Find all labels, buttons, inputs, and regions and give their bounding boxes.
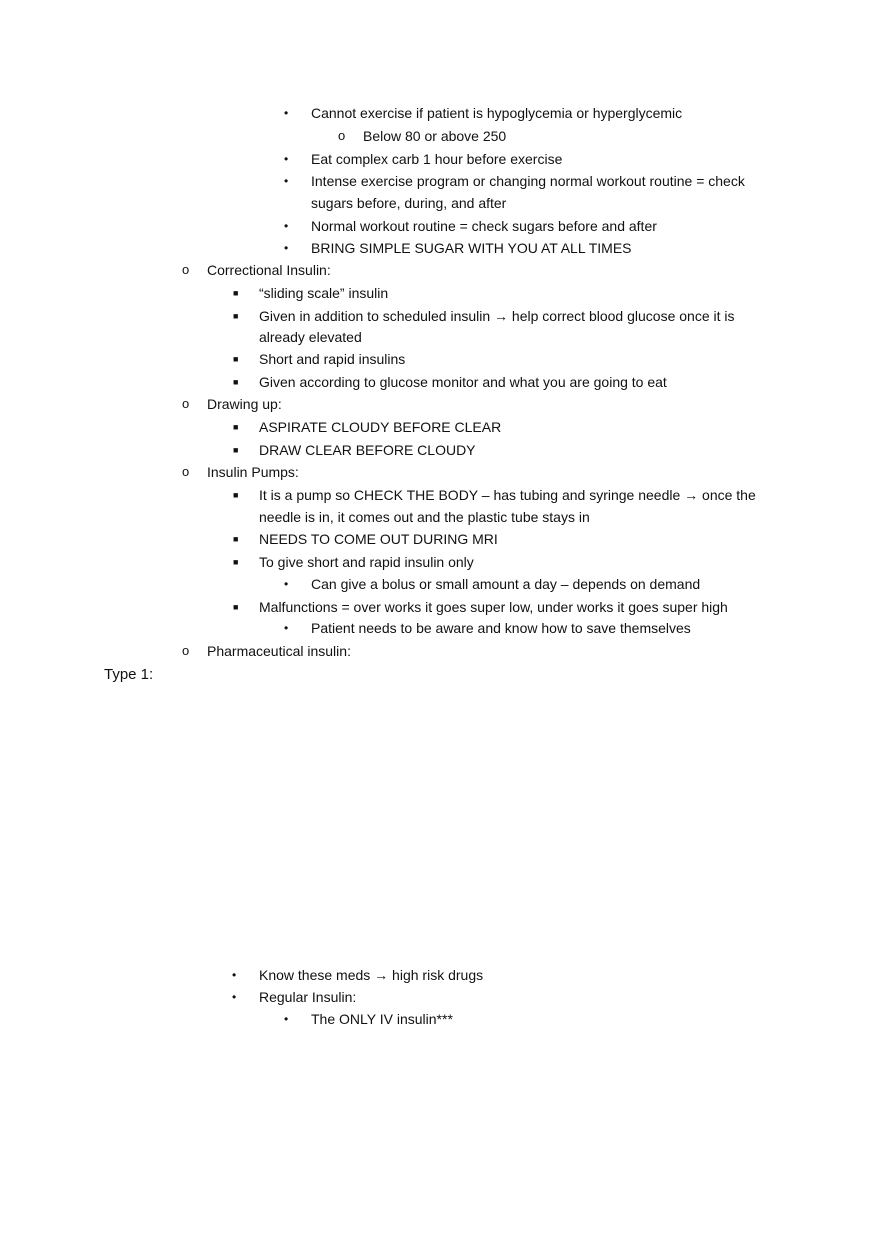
bullet-disc: •	[284, 1012, 289, 1026]
bullet-square: ■	[233, 557, 239, 567]
heading-text: Type 1:	[104, 666, 154, 683]
list-item-text: Given in addition to scheduled insulin → help correct blood glucose once it is	[259, 308, 735, 324]
bullet-disc: •	[284, 621, 289, 635]
list-item-text: It is a pump so CHECK THE BODY – has tubing and syringe needle → once the	[259, 487, 756, 503]
list-item-text: BRING SIMPLE SUGAR WITH YOU AT ALL TIMES	[311, 240, 632, 256]
bullet-square: ■	[233, 354, 239, 364]
bullet-disc: •	[284, 577, 289, 591]
list-item-text: To give short and rapid insulin only	[259, 554, 474, 570]
list-item-text: NEEDS TO COME OUT DURING MRI	[259, 531, 498, 547]
bullet-disc: •	[284, 152, 289, 166]
list-item-text: needle is in, it comes out and the plastic tube stays in	[259, 509, 590, 525]
heading-text: Pharmaceutical insulin:	[207, 643, 351, 659]
bullet-disc: •	[284, 219, 289, 233]
bullet-square: ■	[233, 445, 239, 455]
bullet-circle: o	[182, 643, 190, 658]
bullet-square: ■	[233, 602, 239, 612]
list-item-text: sugars before, during, and after	[311, 195, 507, 211]
bullet-disc: •	[284, 174, 289, 188]
bullet-square: ■	[233, 490, 239, 500]
heading-text: Drawing up:	[207, 396, 282, 412]
list-item-text: Below 80 or above 250	[363, 128, 507, 144]
list-item-text: Malfunctions = over works it goes super low, under works it goes super high	[259, 599, 728, 615]
bullet-disc: •	[284, 106, 289, 120]
list-item-text: “sliding scale” insulin	[259, 285, 389, 301]
bullet-disc: •	[232, 968, 237, 982]
list-item-text: Regular Insulin:	[259, 989, 357, 1005]
bullet-square: ■	[233, 288, 239, 298]
bullet-disc: •	[232, 990, 237, 1004]
heading-text: Correctional Insulin:	[207, 262, 331, 278]
bullet-circle: o	[182, 396, 190, 411]
heading-text: Insulin Pumps:	[207, 464, 299, 480]
list-item-text: Know these meds → high risk drugs	[259, 967, 484, 983]
list-item-text: The ONLY IV insulin***	[311, 1011, 453, 1027]
list-item-text: Can give a bolus or small amount a day – depends on demand	[311, 576, 701, 592]
bullet-circle: o	[182, 464, 190, 479]
bullet-square: ■	[233, 377, 239, 387]
list-item-text: Intense exercise program or changing normal workout routine = check	[311, 173, 745, 189]
bullet-square: ■	[233, 422, 239, 432]
list-item-text: ASPIRATE CLOUDY BEFORE CLEAR	[259, 419, 502, 435]
list-item-text: Normal workout routine = check sugars before and after	[311, 218, 657, 234]
bullet-circle: o	[338, 128, 346, 143]
list-item-text: Eat complex carb 1 hour before exercise	[311, 151, 563, 167]
bullet-square: ■	[233, 534, 239, 544]
list-item-text: Given according to glucose monitor and what you are going to eat	[259, 374, 667, 390]
bullet-disc: •	[284, 241, 289, 255]
bullet-square: ■	[233, 311, 239, 321]
list-item-text: Short and rapid insulins	[259, 351, 406, 367]
list-item-text: Cannot exercise if patient is hypoglycemia or hyperglycemic	[311, 105, 683, 121]
bullet-circle: o	[182, 262, 190, 277]
list-item-text: DRAW CLEAR BEFORE CLOUDY	[259, 442, 476, 458]
list-item-text: Patient needs to be aware and know how to save themselves	[311, 620, 691, 636]
list-item-text: already elevated	[259, 329, 362, 345]
